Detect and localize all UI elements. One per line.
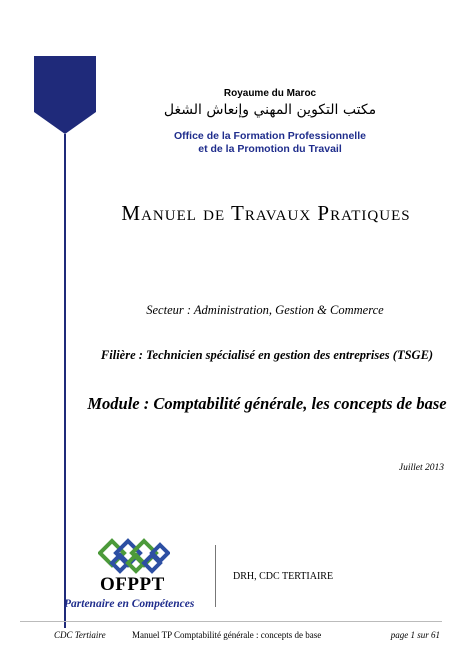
module-line: Module : Comptabilité générale, les concepts de base [87,394,447,413]
publication-date: Juillet 2013 [398,463,444,473]
ofppt-logo-icon [98,537,170,579]
logo-wordmark: OFPPT [100,574,165,595]
office-name-line2: et de la Promotion du Travail [198,143,342,155]
banner-line [64,134,66,628]
office-name-line1: Office de la Formation Professionnelle [174,130,366,142]
banner-ribbon [34,56,96,628]
banner-pentagon [34,56,96,134]
footer-divider [20,621,442,622]
footer-center-text: Manuel TP Comptabilité générale : concepts de base [132,630,322,640]
vertical-divider [215,545,216,607]
document-title: Manuel de Travaux Pratiques [121,201,411,225]
footer-left-text: CDC Tertiaire [54,630,106,640]
kingdom-heading: Royaume du Maroc [223,88,317,99]
logo-tagline: Partenaire en Compétences [64,598,195,610]
author-line: DRH, CDC TERTIAIRE [233,571,334,582]
filiere-line: Filière : Technicien spécialisé en gestion des entreprises (TSGE) [100,348,434,362]
sector-line: Secteur : Administration, Gestion & Commerce [146,303,384,317]
page-number: page 1 sur 61 [390,630,440,640]
arabic-institution-name: مكتب التكوين المهني وإنعاش الشغل [163,102,377,118]
